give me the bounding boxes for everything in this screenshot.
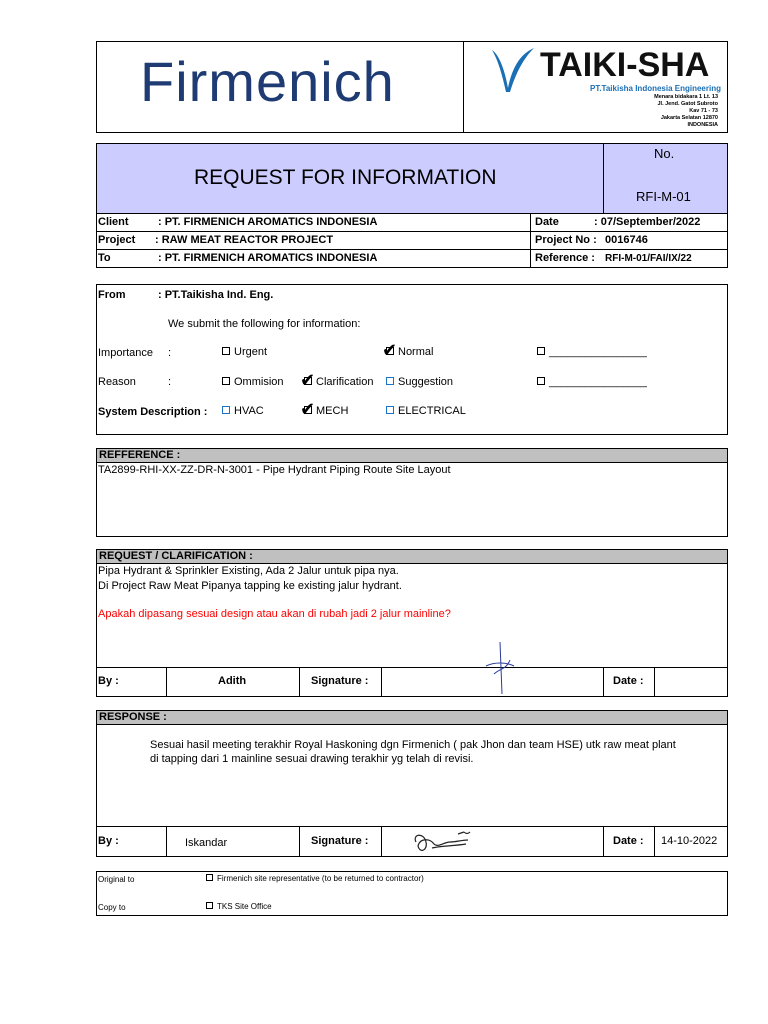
taikisha-address: Menara bidakara 1 Lt. 13 Jl. Jend. Gatot Subroto Kav 71 - 73 Jakarta Selatan 12870 INDONESIA [654, 94, 718, 128]
reference-value: RFI-M-01/FAI/IX/22 [605, 253, 692, 264]
taikisha-logo: TAIKI-SHA [540, 46, 710, 84]
taikisha-logo-mark [490, 44, 538, 94]
hvac-checkbox[interactable] [222, 406, 230, 414]
request-signature [480, 640, 520, 698]
request-signature-label: Signature : [311, 675, 369, 687]
request-line-2: Di Project Raw Meat Pipanya tapping ke existing jalur hydrant. [98, 580, 402, 592]
reference-label: Reference : [535, 252, 595, 264]
date-value: : 07/September/2022 [594, 216, 701, 228]
system-label: System Description : [98, 406, 208, 418]
importance-urgent[interactable]: Urgent [222, 346, 267, 358]
copy-to-value[interactable]: TKS Site Office [206, 902, 272, 911]
project-no-label: Project No : [535, 234, 597, 246]
request-by-value: Adith [218, 675, 247, 687]
from-value: : PT.Taikisha Ind. Eng. [158, 289, 274, 301]
date-label: Date [535, 216, 559, 228]
other-reason-checkbox[interactable] [537, 377, 545, 385]
client-value: : PT. FIRMENICH AROMATICS INDONESIA [158, 216, 378, 228]
copy-to-checkbox[interactable] [206, 902, 213, 909]
request-question: Apakah dipasang sesuai design atau akan di rubah jadi 2 jalur mainline? [98, 608, 451, 620]
reason-other[interactable]: ________________ [537, 376, 647, 388]
clarification-check-icon: ✔ [300, 370, 316, 390]
firmenich-logo: Firmenich [140, 50, 395, 113]
response-signature [410, 828, 474, 856]
response-line-2: di tapping dari 1 mainline sesuai drawing terakhir yg telah di revisi. [150, 753, 474, 765]
other-importance-checkbox[interactable] [537, 347, 545, 355]
response-by-value: Iskandar [185, 837, 228, 849]
project-value: : RAW MEAT REACTOR PROJECT [155, 234, 334, 246]
importance-colon: : [168, 347, 172, 359]
refference-header: REFFERENCE : [97, 449, 727, 463]
response-by-label: By : [98, 835, 119, 847]
copy-to-label: Copy to [98, 903, 126, 912]
request-line-1: Pipa Hydrant & Sprinkler Existing, Ada 2 Jalur untuk pipa nya. [98, 565, 399, 577]
system-electrical[interactable]: ELECTRICAL [386, 405, 466, 417]
system-mech[interactable]: MECH [304, 405, 348, 417]
refference-text: TA2899-RHI-XX-ZZ-DR-N-3001 - Pipe Hydrant Piping Route Site Layout [98, 464, 451, 476]
ommision-checkbox[interactable] [222, 377, 230, 385]
intro-text: We submit the following for information: [168, 318, 361, 330]
reason-ommision[interactable]: Ommision [222, 376, 284, 388]
page-title: REQUEST FOR INFORMATION [194, 166, 497, 189]
request-by-label: By : [98, 675, 119, 687]
importance-label: Importance [98, 347, 154, 359]
reason-clarification[interactable]: Clarification [304, 376, 373, 388]
normal-check-icon: ✔ [382, 340, 398, 360]
urgent-checkbox[interactable] [222, 347, 230, 355]
client-label: Client [98, 216, 129, 228]
response-line-1: Sesuai hasil meeting terakhir Royal Haskoning dgn Firmenich ( pak Jhon dan team HSE) utk raw meat plant [150, 739, 676, 751]
request-header: REQUEST / CLARIFICATION : [97, 550, 727, 564]
suggestion-checkbox[interactable] [386, 377, 394, 385]
response-header: RESPONSE : [97, 711, 727, 725]
project-label: Project [98, 234, 136, 246]
response-date-label: Date : [613, 835, 644, 847]
reason-colon: : [168, 376, 172, 388]
original-to-label: Original to [98, 875, 135, 884]
rfi-no-value: RFI-M-01 [636, 189, 691, 204]
mech-check-icon: ✔ [300, 399, 316, 419]
response-signature-label: Signature : [311, 835, 369, 847]
electrical-checkbox[interactable] [386, 406, 394, 414]
importance-normal[interactable]: Normal [386, 346, 433, 358]
project-no-value: 0016746 [605, 234, 648, 246]
from-label: From [98, 289, 126, 301]
original-to-checkbox[interactable] [206, 874, 213, 881]
response-date-value: 14-10-2022 [661, 835, 718, 847]
importance-other[interactable]: ________________ [537, 346, 647, 358]
reason-suggestion[interactable]: Suggestion [386, 376, 453, 388]
reason-label: Reason [98, 376, 136, 388]
rfi-no-label: No. [654, 146, 675, 161]
taikisha-company: PT.Taikisha Indonesia Engineering [590, 84, 721, 93]
to-label: To [98, 252, 111, 264]
original-to-value[interactable]: Firmenich site representative (to be returned to contractor) [206, 874, 424, 883]
system-hvac[interactable]: HVAC [222, 405, 264, 417]
request-date-label: Date : [613, 675, 644, 687]
to-value: : PT. FIRMENICH AROMATICS INDONESIA [158, 252, 378, 264]
